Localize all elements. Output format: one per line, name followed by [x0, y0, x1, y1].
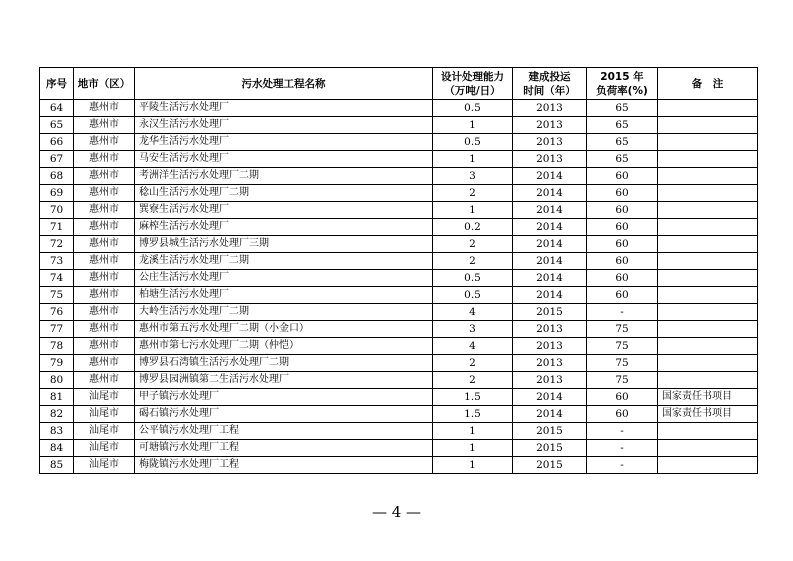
cell-load-rate: 60: [587, 236, 658, 253]
cell-city: 汕尾市: [74, 457, 135, 474]
cell-operation-year: 2013: [513, 321, 587, 338]
cell-city: 惠州市: [74, 219, 135, 236]
table-row: [40, 457, 758, 474]
cell-city: 惠州市: [74, 100, 135, 117]
cell-operation-year: 2015: [513, 440, 587, 457]
page-number: — 4 —: [371, 503, 422, 521]
cell-operation-year: 2013: [513, 134, 587, 151]
cell-index: 67: [40, 151, 74, 168]
cell-operation-year: 2013: [513, 117, 587, 134]
cell-operation-year: 2013: [513, 151, 587, 168]
cell-project-name: 博罗县园洲镇第二生活污水处理厂: [135, 372, 433, 389]
cell-index: 73: [40, 253, 74, 270]
cell-project-name: 柏塘生活污水处理厂: [135, 287, 433, 304]
cell-city: 惠州市: [74, 338, 135, 355]
table-row: [40, 100, 758, 117]
cell-remarks: [658, 100, 758, 117]
cell-remarks: [658, 185, 758, 202]
table-row: [40, 321, 758, 338]
cell-city: 惠州市: [74, 202, 135, 219]
cell-remarks: [658, 202, 758, 219]
cell-project-name: 龙溪生活污水处理厂二期: [135, 253, 433, 270]
cell-remarks: [658, 117, 758, 134]
cell-capacity: 0.5: [433, 134, 513, 151]
cell-project-name: 麻榨生活污水处理厂: [135, 219, 433, 236]
cell-remarks: [658, 372, 758, 389]
cell-capacity: 1.5: [433, 406, 513, 423]
cell-operation-year: 2015: [513, 423, 587, 440]
cell-capacity: 2: [433, 372, 513, 389]
cell-city: 惠州市: [74, 253, 135, 270]
cell-index: 68: [40, 168, 74, 185]
cell-operation-year: 2013: [513, 338, 587, 355]
cell-index: 71: [40, 219, 74, 236]
cell-load-rate: 60: [587, 185, 658, 202]
cell-index: 65: [40, 117, 74, 134]
cell-load-rate: 60: [587, 287, 658, 304]
header-city: 地市（区）: [74, 68, 135, 100]
cell-index: 72: [40, 236, 74, 253]
cell-operation-year: 2014: [513, 236, 587, 253]
cell-index: 85: [40, 457, 74, 474]
cell-project-name: 巽寮生活污水处理厂: [135, 202, 433, 219]
table-row: [40, 185, 758, 202]
cell-operation-year: 2015: [513, 304, 587, 321]
cell-load-rate: 60: [587, 219, 658, 236]
table-row: [40, 355, 758, 372]
cell-capacity: 3: [433, 321, 513, 338]
cell-index: 81: [40, 389, 74, 406]
table-body: [40, 100, 758, 474]
cell-index: 66: [40, 134, 74, 151]
cell-operation-year: 2014: [513, 219, 587, 236]
cell-city: 汕尾市: [74, 389, 135, 406]
header-index: 序号: [40, 68, 74, 100]
table-row: [40, 287, 758, 304]
cell-operation-year: 2014: [513, 406, 587, 423]
cell-capacity: 2: [433, 253, 513, 270]
cell-capacity: 4: [433, 338, 513, 355]
table-row: [40, 406, 758, 423]
table-row: [40, 151, 758, 168]
table-row: [40, 270, 758, 287]
cell-index: 80: [40, 372, 74, 389]
cell-project-name: 稔山生活污水处理厂二期: [135, 185, 433, 202]
cell-city: 惠州市: [74, 287, 135, 304]
cell-load-rate: -: [587, 457, 658, 474]
cell-load-rate: 65: [587, 117, 658, 134]
table-row: [40, 202, 758, 219]
cell-remarks: [658, 219, 758, 236]
cell-project-name: 惠州市第七污水处理厂二期（仲恺）: [135, 338, 433, 355]
cell-project-name: 马安生活污水处理厂: [135, 151, 433, 168]
cell-load-rate: 60: [587, 202, 658, 219]
header-capacity: 设计处理能力 （万吨/日）: [433, 68, 513, 100]
cell-city: 惠州市: [74, 304, 135, 321]
cell-remarks: [658, 287, 758, 304]
cell-city: 惠州市: [74, 134, 135, 151]
table-row: [40, 219, 758, 236]
cell-city: 惠州市: [74, 236, 135, 253]
cell-project-name: 平陵生活污水处理厂: [135, 100, 433, 117]
wastewater-projects-table: [39, 67, 758, 474]
cell-load-rate: 60: [587, 270, 658, 287]
cell-remarks: [658, 423, 758, 440]
cell-capacity: 1: [433, 457, 513, 474]
cell-capacity: 1: [433, 423, 513, 440]
cell-remarks: [658, 168, 758, 185]
cell-city: 汕尾市: [74, 440, 135, 457]
cell-load-rate: 65: [587, 100, 658, 117]
header-project-name: 污水处理工程名称: [135, 68, 433, 100]
cell-load-rate: 60: [587, 253, 658, 270]
cell-remarks: [658, 236, 758, 253]
cell-project-name: 梅陇镇污水处理厂工程: [135, 457, 433, 474]
table-row: [40, 372, 758, 389]
cell-remarks: [658, 304, 758, 321]
table-row: [40, 389, 758, 406]
table-row: [40, 423, 758, 440]
cell-operation-year: 2014: [513, 389, 587, 406]
cell-project-name: 永汉生活污水处理厂: [135, 117, 433, 134]
cell-remarks: 国家责任书项目: [658, 389, 758, 406]
cell-load-rate: 75: [587, 372, 658, 389]
cell-index: 76: [40, 304, 74, 321]
cell-load-rate: 60: [587, 406, 658, 423]
cell-capacity: 0.5: [433, 100, 513, 117]
cell-remarks: [658, 440, 758, 457]
cell-project-name: 碣石镇污水处理厂: [135, 406, 433, 423]
cell-remarks: [658, 253, 758, 270]
cell-project-name: 惠州市第五污水处理厂二期（小金口）: [135, 321, 433, 338]
cell-load-rate: 60: [587, 168, 658, 185]
cell-city: 惠州市: [74, 168, 135, 185]
cell-project-name: 可塘镇污水处理厂工程: [135, 440, 433, 457]
cell-capacity: 2: [433, 355, 513, 372]
cell-operation-year: 2014: [513, 287, 587, 304]
cell-load-rate: 75: [587, 321, 658, 338]
cell-index: 84: [40, 440, 74, 457]
cell-operation-year: 2014: [513, 270, 587, 287]
cell-capacity: 1: [433, 151, 513, 168]
cell-remarks: [658, 457, 758, 474]
cell-load-rate: 65: [587, 134, 658, 151]
cell-city: 惠州市: [74, 321, 135, 338]
cell-index: 83: [40, 423, 74, 440]
cell-city: 惠州市: [74, 117, 135, 134]
cell-project-name: 公平镇污水处理厂工程: [135, 423, 433, 440]
cell-capacity: 0.5: [433, 270, 513, 287]
cell-operation-year: 2013: [513, 100, 587, 117]
table-row: [40, 134, 758, 151]
cell-capacity: 1: [433, 202, 513, 219]
table-row: [40, 236, 758, 253]
cell-city: 汕尾市: [74, 423, 135, 440]
cell-capacity: 1: [433, 117, 513, 134]
header-remarks: 备 注: [658, 68, 758, 100]
cell-capacity: 3: [433, 168, 513, 185]
cell-index: 64: [40, 100, 74, 117]
cell-remarks: [658, 338, 758, 355]
table-header-row: [40, 68, 758, 100]
cell-load-rate: 65: [587, 151, 658, 168]
cell-index: 82: [40, 406, 74, 423]
cell-project-name: 公庄生活污水处理厂: [135, 270, 433, 287]
cell-capacity: 2: [433, 236, 513, 253]
table-row: [40, 168, 758, 185]
cell-load-rate: 75: [587, 355, 658, 372]
cell-index: 79: [40, 355, 74, 372]
cell-index: 75: [40, 287, 74, 304]
cell-project-name: 龙华生活污水处理厂: [135, 134, 433, 151]
cell-city: 惠州市: [74, 185, 135, 202]
cell-index: 69: [40, 185, 74, 202]
cell-operation-year: 2013: [513, 372, 587, 389]
table-row: [40, 117, 758, 134]
table-row: [40, 338, 758, 355]
cell-remarks: [658, 134, 758, 151]
table-row: [40, 440, 758, 457]
table-row: [40, 253, 758, 270]
cell-load-rate: -: [587, 440, 658, 457]
cell-index: 77: [40, 321, 74, 338]
header-load-rate: 2015 年 负荷率(%): [587, 68, 658, 100]
cell-operation-year: 2014: [513, 185, 587, 202]
cell-operation-year: 2015: [513, 457, 587, 474]
cell-operation-year: 2014: [513, 168, 587, 185]
cell-city: 惠州市: [74, 355, 135, 372]
cell-index: 78: [40, 338, 74, 355]
cell-project-name: 甲子镇污水处理厂: [135, 389, 433, 406]
cell-capacity: 4: [433, 304, 513, 321]
cell-city: 惠州市: [74, 372, 135, 389]
cell-project-name: 大岭生活污水处理厂二期: [135, 304, 433, 321]
cell-capacity: 0.5: [433, 287, 513, 304]
cell-index: 70: [40, 202, 74, 219]
cell-remarks: 国家责任书项目: [658, 406, 758, 423]
cell-load-rate: 60: [587, 389, 658, 406]
cell-project-name: 博罗县石湾镇生活污水处理厂二期: [135, 355, 433, 372]
cell-capacity: 1: [433, 440, 513, 457]
cell-city: 惠州市: [74, 270, 135, 287]
header-operation-year: 建成投运 时间（年）: [513, 68, 587, 100]
cell-remarks: [658, 151, 758, 168]
cell-project-name: 博罗县城生活污水处理厂三期: [135, 236, 433, 253]
cell-load-rate: -: [587, 304, 658, 321]
cell-city: 汕尾市: [74, 406, 135, 423]
cell-city: 惠州市: [74, 151, 135, 168]
cell-capacity: 2: [433, 185, 513, 202]
cell-project-name: 考洲洋生活污水处理厂二期: [135, 168, 433, 185]
cell-remarks: [658, 355, 758, 372]
cell-remarks: [658, 321, 758, 338]
table-row: [40, 304, 758, 321]
cell-remarks: [658, 270, 758, 287]
cell-load-rate: 75: [587, 338, 658, 355]
cell-index: 74: [40, 270, 74, 287]
cell-operation-year: 2014: [513, 253, 587, 270]
cell-operation-year: 2014: [513, 202, 587, 219]
cell-capacity: 0.2: [433, 219, 513, 236]
cell-capacity: 1.5: [433, 389, 513, 406]
cell-operation-year: 2013: [513, 355, 587, 372]
cell-load-rate: -: [587, 423, 658, 440]
